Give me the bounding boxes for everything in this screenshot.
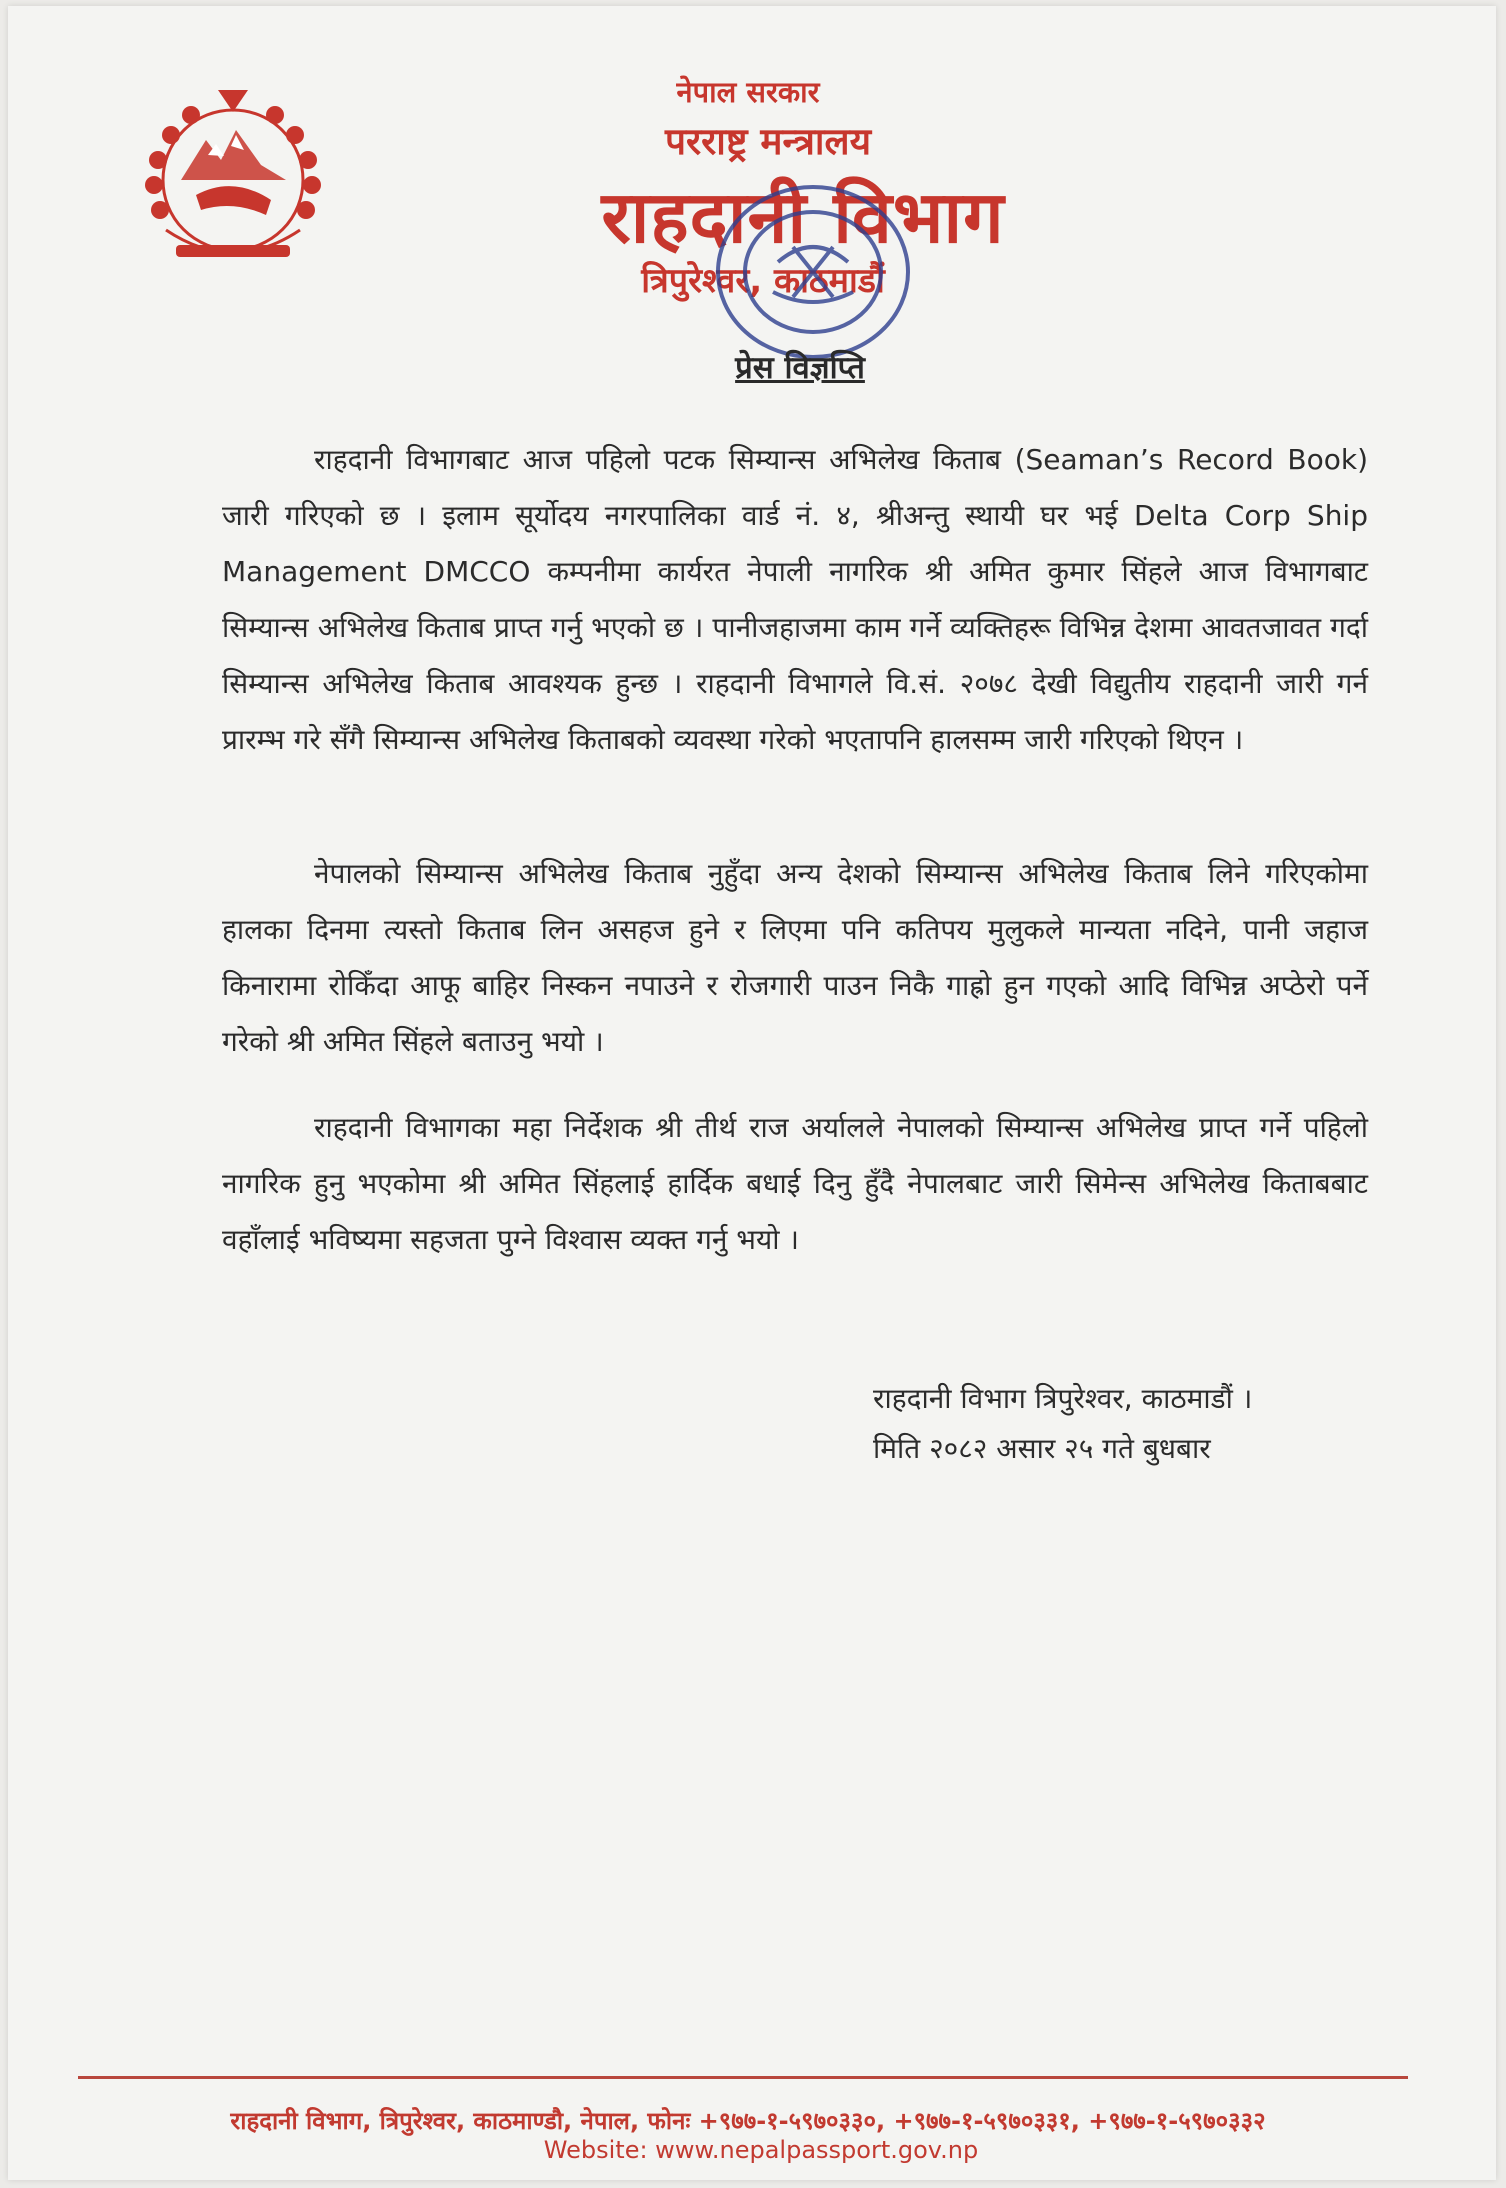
signature-date: मिति २०८२ असार २५ गते बुधबार	[873, 1432, 1211, 1465]
department-seal-stamp-icon	[693, 172, 933, 372]
document-page	[8, 6, 1496, 2180]
letterhead-address: त्रिपुरेश्वर, काठमाडौं	[641, 261, 885, 301]
signature-office: राहदानी विभाग त्रिपुरेश्वर, काठमाडौं ।	[873, 1382, 1253, 1415]
paragraph-2: नेपालको सिम्यान्स अभिलेख किताब नुहुँदा अन्य देशको सिम्यान्स अभिलेख किताब लिने गरिएकोमा हालका दिनमा त्यस्तो किताब लिन असहज हुने र लिएमा पनि कतिपय मुलुकले मान्यता नदिने, पानी जहाज किनारामा रोकिँदा आफू बाहिर निस्कन नपाउने र रोजगारी पाउन निकै गाह्रो हुन गएको आदि विभिन्न अप्ठेरो पर्ने गरेको श्री अमित सिंहले बताउनु भयो ।	[222, 857, 1368, 1058]
letterhead-government: नेपाल सरकार	[676, 75, 820, 109]
press-release-title: प्रेस विज्ञप्ति	[735, 350, 865, 386]
signature-block	[873, 1374, 1252, 1474]
nepal-government-emblem-icon	[136, 80, 330, 280]
paragraph-3: राहदानी विभागका महा निर्देशक श्री तीर्थ राज अर्यालले नेपालको सिम्यान्स अभिलेख प्राप्त गर्ने पहिलो नागरिक हुनु भएकोमा श्री अमित सिंहलाई हार्दिक बधाई दिनु हुँदै नेपालबाट जारी सिमेन्स अभिलेख किताबबाट वहाँलाई भविष्यमा सहजता पुग्ने विश्वास व्यक्त गर्नु भयो ।	[222, 1111, 1368, 1256]
footer-website[interactable]: Website: www.nepalpassport.gov.np	[543, 2136, 979, 2164]
letterhead-department: राहदानी विभाग	[601, 175, 1005, 259]
footer-contact: राहदानी विभाग, त्रिपुरेश्वर, काठमाण्डौ, नेपाल, फोनः +९७७-१-५९७०३३०, +९७७-१-५९७०३३१, +९७७-१-५९७०३३२	[230, 2107, 1266, 2135]
footer-divider	[78, 2076, 1408, 2079]
letterhead-ministry: परराष्ट्र मन्त्रालय	[664, 120, 872, 163]
paragraph-1: राहदानी विभागबाट आज पहिलो पटक सिम्यान्स अभिलेख किताब (Seaman’s Record Book) जारी गरिएको छ । इलाम सूर्योदय नगरपालिका वार्ड नं. ४, श्रीअन्तु स्थायी घर भई Delta Corp Ship Management DMCCO कम्पनीमा कार्यरत नेपाली नागरिक श्री अमित कुमार सिंहले आज विभागबाट सिम्यान्स अभिलेख किताब प्राप्त गर्नु भएको छ । पानीजहाजमा काम गर्ने व्यक्तिहरू विभिन्न देशमा आवतजावत गर्दा सिम्यान्स अभिलेख किताब आवश्यक हुन्छ । राहदानी विभागले वि.सं. २०७८ देखी विद्युतीय राहदानी जारी गर्न प्रारम्भ गरे सँगै सिम्यान्स अभिलेख किताबको व्यवस्था गरेको भएतापनि हालसम्म जारी गरिएको थिएन ।	[222, 443, 1368, 756]
